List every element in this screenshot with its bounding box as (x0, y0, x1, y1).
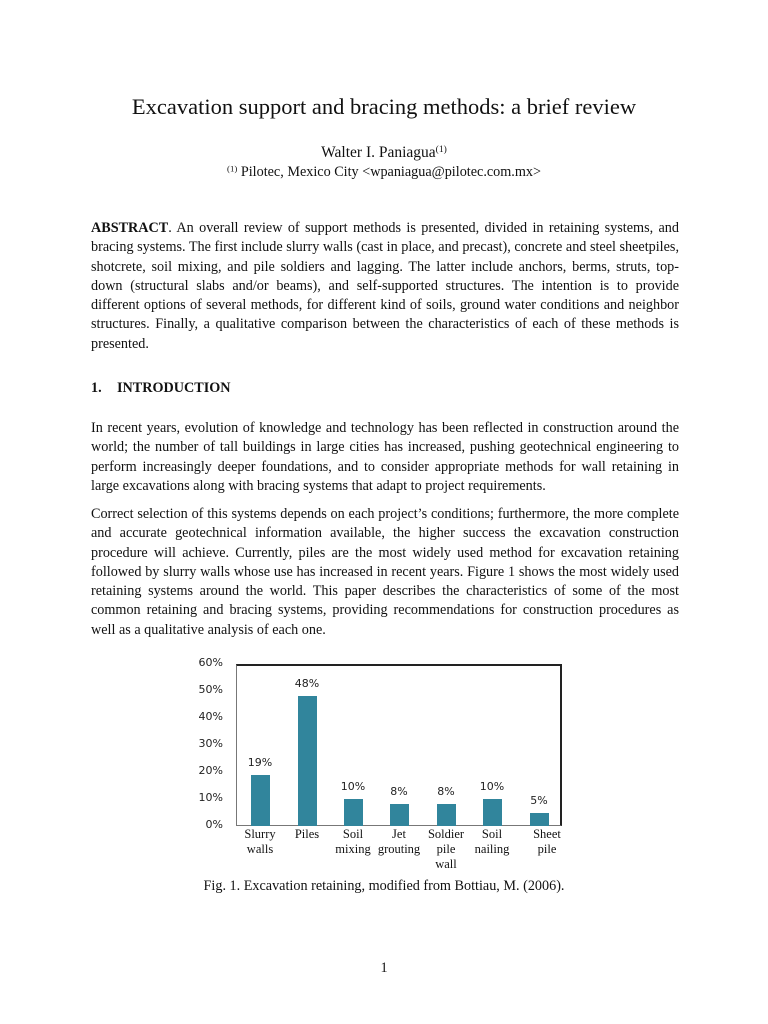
y-tick-10: 10% (198, 791, 223, 804)
x-label-soil-nailing: Soil nailing (474, 827, 510, 856)
y-tick-30: 30% (198, 737, 223, 750)
affiliation-text: Pilotec, Mexico City <wpaniagua@pilotec.com.mx> (237, 164, 541, 180)
intro-paragraph-2: Correct selection of this systems depends on each project’s conditions; furthermore, the more complete and accurate geotechnical information available, the higher success the excavation construction procedure will achieve. Currently, piles are the most widely used method for excavation retaining followed by slurry walls whose use has increased in recent years. Figure 1 shows the most widely used retaining systems around the world. This paper describes the characteristics of some of the most common retaining and bracing systems, providing recommendations for construction procedures as well as a qualitative analysis of each one. (91, 506, 679, 638)
section-title: INTRODUCTION (117, 380, 231, 396)
affiliation-line (0, 164, 768, 181)
bar-value-label: 10% (340, 780, 366, 793)
affiliation-superscript: (1) (227, 163, 238, 174)
chart-plot-area (236, 664, 562, 826)
abstract-paragraph (91, 219, 679, 354)
x-label-piles: Piles (294, 827, 320, 841)
bar-value-label: 19% (247, 755, 273, 769)
bar-value-label: 10% (479, 780, 505, 793)
author-name: Walter I. Paniagua (321, 144, 436, 161)
bar-value-label: 48% (294, 677, 320, 691)
bar-value-label: 8% (390, 785, 408, 799)
bar-soldier-pile-wall (437, 804, 456, 826)
y-tick-0: 0% (205, 818, 223, 831)
author-line (0, 144, 768, 162)
section-heading-introduction (91, 380, 231, 397)
bar-value-label: 8% (437, 785, 455, 799)
bar-slurry-walls (251, 775, 270, 826)
bar-sheet-pile (530, 813, 549, 827)
paper-title: Excavation support and bracing methods: a brief review (131, 94, 637, 119)
abstract-label: ABSTRACT (91, 220, 169, 236)
x-label-slurry-walls: Slurry walls (244, 827, 276, 856)
bar-soil-mixing (344, 799, 363, 826)
y-tick-60: 60% (198, 656, 223, 669)
page-number: 1 (380, 960, 388, 976)
figure-caption: Fig. 1. Excavation retaining, modified from Bottiau, M. (2006). (203, 878, 565, 894)
bar-soil-nailing (483, 799, 502, 826)
y-tick-40: 40% (198, 710, 223, 723)
section-number: 1. (91, 380, 102, 396)
x-label-sheet-pile: Sheet pile (533, 827, 561, 856)
abstract-text: . An overall review of support methods is presented, divided in retaining systems, and bracing systems. The first include slurry walls (cast in place, and precast), concrete and steel sheetpiles, shotcrete, soil mixing, and pile soldiers and lagging. The latter include anchors, berms, struts, top-down (structural slabs and/or beams), and self-supported structures. The intention is to provide different options of several methods, for different kind of soils, ground water conditions and neighbor structures. Finally, a qualitative comparison between the characteristics of each of these methods is presented. (91, 220, 679, 352)
author-superscript: (1) (435, 144, 447, 156)
y-tick-20: 20% (198, 764, 223, 777)
x-label-jet-grouting: Jet grouting (377, 827, 421, 856)
x-label-soldier-pile-wall: Soldier pile wall (427, 827, 465, 871)
bar-piles (298, 696, 317, 826)
intro-paragraph-1: In recent years, evolution of knowledge and technology has been reflected in construction around the world; the number of tall buildings in large cities has increased, pushing geotechnical engineering to perform increasingly deeper foundations, and to consider appropriate methods for wall retaining in large excavations along with bracing systems that adapt to project requirements. (91, 420, 679, 494)
y-tick-50: 50% (198, 683, 223, 696)
bar-jet-grouting (390, 804, 409, 826)
bar-value-label: 5% (530, 793, 548, 807)
x-label-soil-mixing: Soil mixing (335, 827, 371, 856)
